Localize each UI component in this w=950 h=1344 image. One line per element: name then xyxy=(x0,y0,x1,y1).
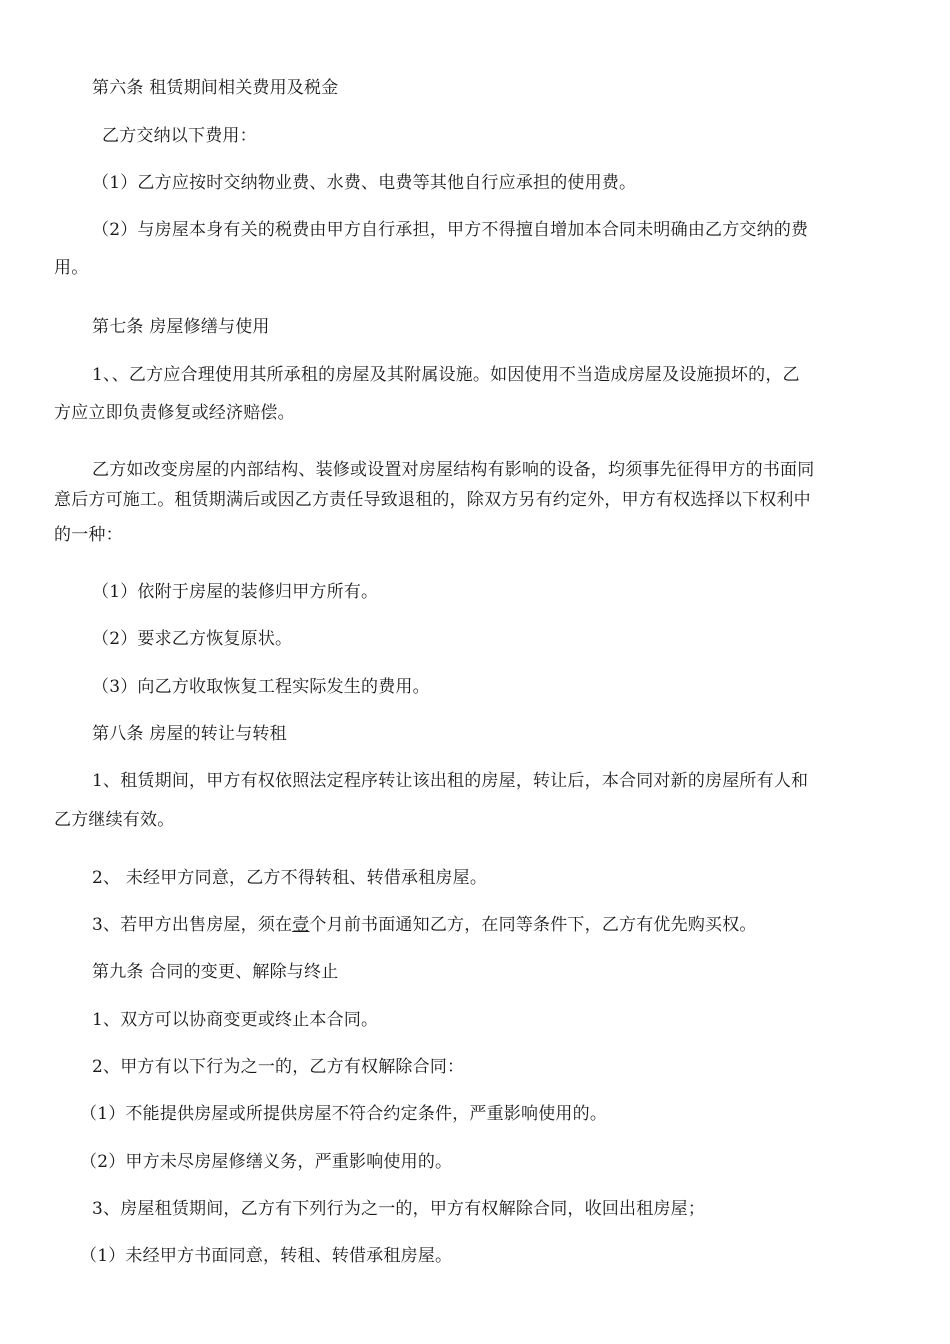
underlined-term: 壹 xyxy=(292,915,310,935)
paragraph-line: （3）向乙方收取恢复工程实际发生的费用。 xyxy=(92,677,430,697)
paragraph-line: 的一种： xyxy=(54,525,123,545)
paragraph-line: 乙方继续有效。 xyxy=(54,810,175,830)
paragraph-line: 2、甲方有以下行为之一的，乙方有权解除合同： xyxy=(92,1057,465,1077)
paragraph-line xyxy=(92,915,757,935)
paragraph-line: 乙方交纳以下费用： xyxy=(102,126,257,146)
paragraph-line: （2）要求乙方恢复原状。 xyxy=(92,629,293,649)
paragraph-line: 用。 xyxy=(54,258,89,278)
paragraph-line: 1、双方可以协商变更或终止本合同。 xyxy=(92,1010,379,1030)
text-segment: 个月前书面通知乙方，在同等条件下，乙方有优先购买权。 xyxy=(309,915,757,935)
paragraph-line: 1、租赁期间，甲方有权依照法定程序转让该出租的房屋，转让后，本合同对新的房屋所有人和 xyxy=(92,771,809,791)
paragraph-line: （1）不能提供房屋或所提供房屋不符合约定条件，严重影响使用的。 xyxy=(80,1104,608,1124)
article-9-heading: 第九条 合同的变更、解除与终止 xyxy=(92,962,339,982)
paragraph-line: 1、、乙方应合理使用其所承租的房屋及其附属设施。如因使用不当造成房屋及设施损坏的，乙 xyxy=(92,365,800,385)
paragraph-line: （1）未经甲方书面同意，转租、转借承租房屋。 xyxy=(80,1246,453,1266)
paragraph-line: （2）与房屋本身有关的税费由甲方自行承担，甲方不得擅自增加本合同未明确由乙方交纳的费 xyxy=(92,220,809,240)
article-6-heading: 第六条 租赁期间相关费用及税金 xyxy=(92,78,339,98)
paragraph-line: 方应立即负责修复或经济赔偿。 xyxy=(54,403,295,423)
article-8-heading: 第八条 房屋的转让与转租 xyxy=(92,724,287,744)
paragraph-line: 意后方可施工。租赁期满后或因乙方责任导致退租的，除双方另有约定外，甲方有权选择以下权利中 xyxy=(54,490,811,510)
paragraph-line: （1）依附于房屋的装修归甲方所有。 xyxy=(92,582,379,602)
paragraph-line: （1）乙方应按时交纳物业费、水费、电费等其他自行应承担的使用费。 xyxy=(92,173,637,193)
paragraph-line: 乙方如改变房屋的内部结构、装修或设置对房屋结构有影响的设备，均须事先征得甲方的书面同 xyxy=(92,460,815,480)
article-7-heading: 第七条 房屋修缮与使用 xyxy=(92,317,270,337)
paragraph-line: （2）甲方未尽房屋修缮义务，严重影响使用的。 xyxy=(80,1152,453,1172)
paragraph-line: 2、 未经甲方同意，乙方不得转租、转借承租房屋。 xyxy=(92,868,488,888)
text-segment: 3、若甲方出售房屋，须在 xyxy=(92,915,293,935)
paragraph-line: 3、房屋租赁期间，乙方有下列行为之一的，甲方有权解除合同，收回出租房屋； xyxy=(92,1199,706,1219)
